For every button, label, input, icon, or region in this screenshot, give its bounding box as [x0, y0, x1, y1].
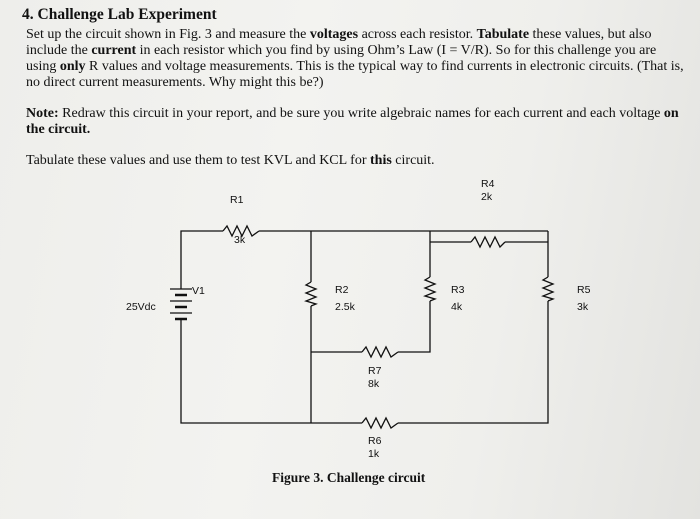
note-paragraph: Note: Redraw this circuit in your report, and be sure you write algebraic names for each current and each voltage on the circuit.: [26, 106, 679, 137]
wire-left-top: [181, 231, 223, 289]
r4-name: R4: [481, 178, 495, 190]
instructions-paragraph: Set up the circuit shown in Fig. 3 and measure the voltages across each resistor. Tabulate these values, but also include the current in each resistor which you find by using Ohm’s Law (I = V/R). So for this challenge you are using only R values and voltage measurements. This is the typical way to find currents in electronic circuits. (That is, no direct current measurements. Why might this be?): [26, 27, 684, 90]
resistor-r2: [306, 282, 316, 306]
figure-caption: Figure 3. Challenge circuit: [272, 470, 426, 485]
r3-name: R3: [451, 284, 465, 296]
r1-value: 3k: [234, 234, 246, 246]
tabulate-paragraph: Tabulate these values and use them to test KVL and KCL for this circuit.: [26, 153, 435, 168]
section-heading: 4. Challenge Lab Experiment: [22, 6, 217, 23]
r3-value: 4k: [451, 301, 463, 313]
wire-bottom-left: [181, 322, 362, 423]
v1-name: V1: [192, 285, 205, 297]
resistor-r6: [362, 418, 398, 428]
r2-name: R2: [335, 284, 349, 296]
resistor-r4: [471, 237, 505, 247]
r7-value: 8k: [368, 378, 380, 390]
r7-name: R7: [368, 365, 382, 377]
resistor-r5: [543, 277, 553, 301]
r6-name: R6: [368, 435, 382, 447]
battery-v1: [170, 289, 192, 322]
r6-value: 1k: [368, 448, 380, 460]
r1-name: R1: [230, 194, 244, 206]
r5-value: 3k: [577, 301, 589, 313]
v1-value: 25Vdc: [126, 301, 156, 313]
wire-r7-right: [398, 301, 430, 352]
r5-name: R5: [577, 284, 591, 296]
resistor-r7: [362, 347, 398, 357]
wire-bottom-right: [398, 301, 548, 423]
r4-value: 2k: [481, 191, 493, 203]
r2-value: 2.5k: [335, 301, 355, 313]
resistor-r3: [425, 277, 435, 301]
